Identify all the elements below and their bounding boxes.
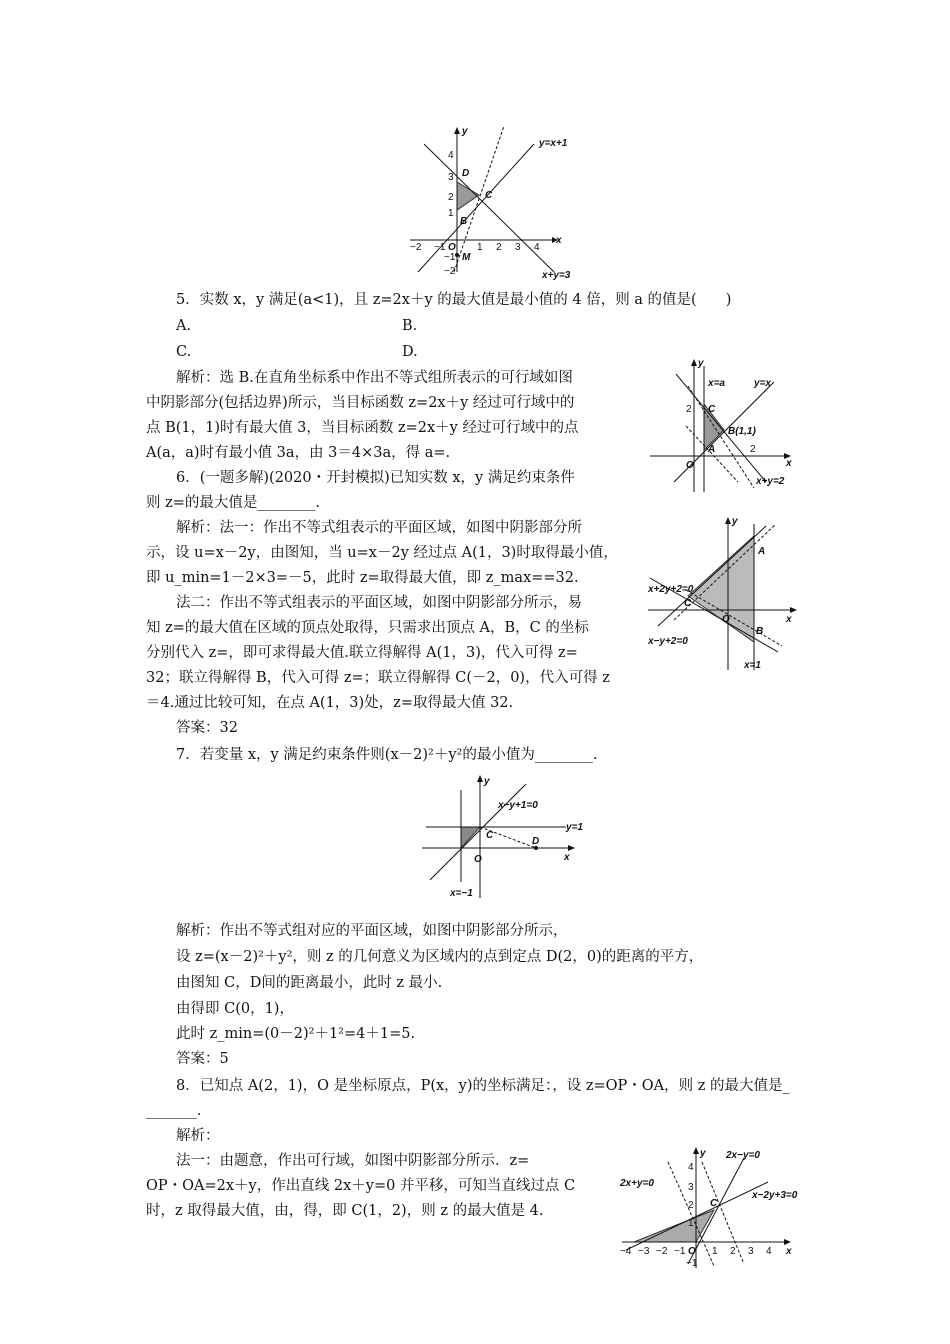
text-line-s8-1: 法一：由题意，作出可行域，如图中阴影部分所示．z=: [176, 1153, 530, 1169]
label-c: C: [485, 190, 493, 201]
tick-y3: 3: [448, 172, 454, 183]
tick-y1: 1: [688, 1218, 694, 1229]
label-y: y: [732, 516, 738, 527]
label-o: O: [686, 460, 694, 471]
text-line-q7: 7．若变量 x，y 满足约束条件则(x－2)²＋y²的最小值为________.: [176, 747, 598, 763]
tick-xm3: −3: [638, 1246, 650, 1257]
label-c: C: [708, 404, 716, 415]
label-o: O: [722, 614, 730, 625]
text-line-s5-2: 中阴影部分(包括边界)所示，当目标函数 z=2x＋y 经过可行域中的: [146, 395, 575, 411]
text-line-s6-1: 解析：法一：作出不等式组表示的平面区域，如图中阴影部分所: [176, 520, 582, 536]
dashed-line-1: [688, 386, 754, 488]
label-y: y: [484, 776, 490, 787]
label-l1: x+2y+2=0: [648, 584, 694, 595]
tick-ym2: −2: [444, 266, 456, 277]
label-l3: x−2y+3=0: [752, 1190, 798, 1201]
label-l3: x=1: [744, 660, 761, 671]
label-l1: 2x−y=0: [726, 1150, 760, 1161]
text-line-a6: 答案：32: [176, 720, 238, 736]
text-line-s8-0: 解析：: [176, 1128, 220, 1144]
tick-y4: 4: [688, 1162, 694, 1173]
point-m: [455, 253, 459, 257]
text-line-s6-3: 即 u_min=1－2×3=－5，此时 z=取得最大值，即 z_max==32.: [146, 570, 579, 586]
label-line1: y=x+1: [539, 138, 568, 149]
label-b: B: [460, 216, 468, 227]
label-x: x: [786, 1246, 792, 1257]
text-line-s6-6: 分别代入 z=，即可求得最大值.联立得解得 A(1，3)，代入可得 z=: [146, 645, 578, 661]
label-yx: y=x: [754, 378, 771, 389]
text-line-q8: 8．已知点 A(2，1)，O 是坐标原点，P(x，y)的坐标满足：，设 z=OP・OA，则 z 的最大值是_: [176, 1078, 790, 1094]
text-line-q5c: C.: [176, 344, 192, 360]
label-m: M: [462, 252, 471, 263]
tick-ym1: −1: [444, 252, 456, 263]
label-x: x: [786, 458, 792, 469]
text-line-s5-4: A(a，a)时有最小值 3a，由 3＝4×3a，得 a=.: [146, 445, 451, 461]
tick-y4: 4: [448, 150, 454, 161]
label-x: x: [556, 235, 562, 246]
y-axis-arrow: [725, 517, 731, 524]
tick-x3: 3: [748, 1246, 754, 1257]
y-axis-arrow: [691, 359, 697, 366]
text-line-s6-2: 示，设 u=x－2y，由图知，当 u=x－2y 经过点 A(1，3)时取得最小值，: [146, 545, 618, 561]
label-a: A: [708, 444, 716, 455]
line-x-minus-y-plus-1: [430, 784, 526, 880]
tick-x4: 4: [766, 1246, 772, 1257]
tick-y3: 3: [688, 1182, 694, 1193]
label-xa: x=a: [708, 378, 725, 389]
y-axis-arrow: [454, 127, 460, 134]
tick-y2: 2: [688, 1200, 694, 1211]
tick-y1: 1: [448, 208, 454, 219]
x-axis-arrow: [784, 1239, 791, 1245]
tick-xm2: −2: [410, 242, 422, 253]
tick-xm2: −2: [656, 1246, 668, 1257]
tick-xm4: −4: [620, 1246, 632, 1257]
tick-ym1: −1: [686, 1258, 698, 1269]
label-xy2: x+y=2: [756, 476, 785, 487]
label-y: y: [698, 358, 704, 369]
label-l1: x−y+1=0: [498, 800, 538, 811]
text-line-s6-4: 法二：作出不等式组表示的平面区域，如图中阴影部分所示，易: [176, 595, 582, 611]
label-l2: x−y+2=0: [648, 636, 688, 647]
text-line-q6: 6．(一题多解)(2020・开封模拟)已知实数 x，y 满足约束条件: [176, 470, 575, 486]
text-line-s7-3: 由图知 C，D间的距离最小，此时 z 最小.: [176, 975, 443, 991]
y-axis-arrow: [693, 1147, 699, 1154]
label-c: C: [684, 598, 692, 609]
feasible-region: [457, 182, 479, 210]
text-line-s7-4: 由得即 C(0，1)，: [176, 1001, 294, 1017]
tick-xm1: −1: [674, 1246, 686, 1257]
tick-y2: 2: [448, 192, 454, 203]
text-line-s7-1: 解析：作出不等式组对应的平面区域，如图中阴影部分所示，: [176, 923, 568, 939]
text-line-s8-2: OP・OA=2x＋y，作出直线 2x＋y=0 并平移，可知当直线过点 C: [146, 1178, 576, 1194]
tick-x4: 4: [534, 242, 540, 253]
text-line-a7: 答案：5: [176, 1051, 229, 1067]
label-x: x: [786, 614, 792, 625]
label-l3: x=−1: [450, 888, 473, 899]
tick-o: O: [688, 1246, 696, 1257]
text-line-s8-3: 时，z 取得最大值，由，得，即 C(1，2)，则 z 的最大值是 4.: [146, 1203, 544, 1219]
text-line-s7-2: 设 z=(x－2)²＋y²，则 z 的几何意义为区域内的点到定点 D(2，0)的距离的平方，: [176, 949, 704, 965]
figure-5: [618, 1146, 814, 1270]
label-y: y: [462, 126, 468, 137]
text-line-s6-7: 32；联立得解得 B，代入可得 z=；联立得解得 C(－2，0)，代入可得 z: [146, 670, 610, 686]
label-b: B: [756, 626, 764, 637]
tick-x1: 1: [477, 242, 483, 253]
text-line-s5-1: 解析：选 B.在直角坐标系中作出不等式组所表示的可行域如图: [176, 370, 573, 386]
label-a: A: [758, 546, 766, 557]
label-o: O: [448, 242, 456, 253]
figure-3: [646, 512, 800, 672]
tick-x2: 2: [750, 444, 756, 455]
label-d: D: [532, 836, 540, 847]
label-line2: x+y=3: [542, 270, 571, 281]
tick-x2: 2: [730, 1246, 736, 1257]
tick-y2: 2: [686, 404, 692, 415]
tick-x2: 2: [496, 242, 502, 253]
label-o: O: [474, 854, 482, 865]
label-l2: y=1: [566, 822, 583, 833]
x-axis-arrow: [568, 845, 575, 851]
figure-1: [404, 122, 589, 282]
label-x: x: [564, 852, 570, 863]
tick-xm1: −1: [434, 242, 446, 253]
label-b: B(1,1): [728, 426, 756, 437]
feasible-region: [461, 827, 480, 848]
label-d: D: [462, 168, 470, 179]
text-line-q8b: _______.: [146, 1103, 202, 1119]
figure-2: [646, 356, 796, 496]
text-line-q6b: 则 z=的最大值是________.: [146, 495, 321, 511]
text-line-s5-3: 点 B(1，1)时有最大值 3，当目标函数 z=2x＋y 经过可行域中的点: [146, 420, 579, 436]
tick-x3: 3: [515, 242, 521, 253]
text-line-q5d: D.: [402, 344, 418, 360]
text-line-s7-5: 此时 z_min=(0－2)²＋1²=4＋1=5.: [176, 1026, 416, 1042]
text-line-s6-8: ＝4.通过比较可知，在点 A(1，3)处，z=取得最大值 32.: [146, 695, 514, 711]
label-y: y: [700, 1148, 706, 1159]
figure-4: [416, 772, 596, 902]
label-c: C: [486, 830, 494, 841]
tick-x1: 1: [712, 1246, 718, 1257]
text-line-q5: 5．实数 x，y 满足(a<1)，且 z=2x＋y 的最大值是最小值的 4 倍，则 a 的值是( ): [176, 292, 732, 308]
x-axis-arrow: [790, 607, 797, 613]
text-line-q5a: A.: [176, 318, 192, 334]
label-l2: 2x+y=0: [620, 1178, 654, 1189]
text-line-s6-5: 知 z=的最大值在区域的顶点处取得，只需求出顶点 A，B，C 的坐标: [146, 620, 589, 636]
label-c: C: [710, 1198, 718, 1209]
text-line-q5b: B.: [402, 318, 418, 334]
y-axis-arrow: [477, 775, 483, 782]
